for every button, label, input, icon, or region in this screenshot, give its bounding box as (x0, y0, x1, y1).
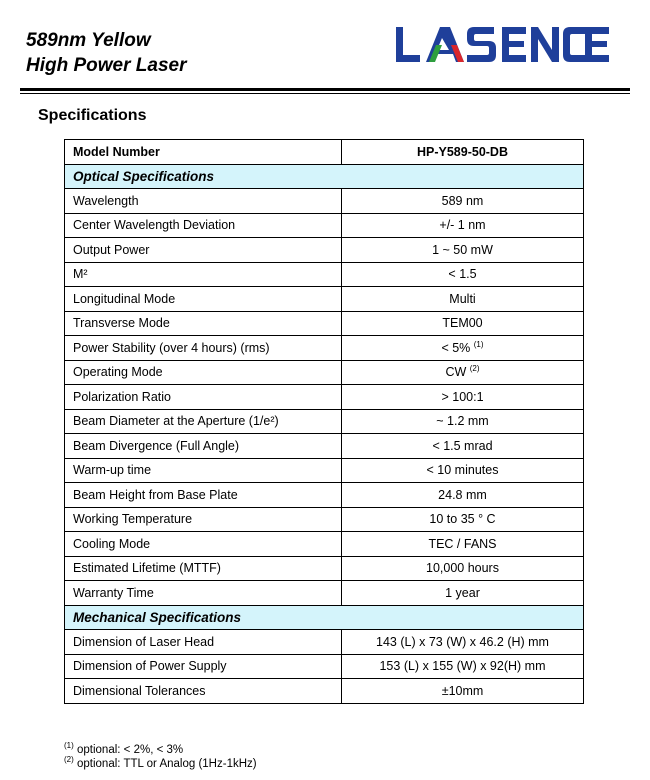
optical-spec-value-text: 10 to 35 ° C (429, 512, 496, 527)
mechanical-spec-label: Dimensional Tolerances (65, 679, 342, 704)
table-row (65, 262, 584, 287)
table-row (65, 336, 584, 361)
table-header-row (65, 140, 584, 165)
optical-spec-value-text: > 100:1 (441, 389, 484, 404)
optical-spec-value (342, 507, 584, 532)
header-rule-thin (20, 93, 630, 94)
optical-spec-value (342, 238, 584, 263)
mechanical-spec-value (342, 654, 584, 679)
optical-spec-value (342, 556, 584, 581)
footnote-2-mark: (2) (64, 755, 74, 764)
optical-spec-label: Working Temperature (65, 507, 342, 532)
footnote-1 (64, 743, 257, 757)
optical-section-title: Optical Specifications (65, 164, 584, 189)
optical-spec-label: Output Power (65, 238, 342, 263)
header-rule-thick (20, 88, 630, 91)
optical-spec-value (342, 458, 584, 483)
model-number-value: HP-Y589-50-DB (342, 140, 584, 165)
table-row (65, 507, 584, 532)
optical-spec-label: Polarization Ratio (65, 385, 342, 410)
optical-spec-value (342, 262, 584, 287)
table-row (65, 409, 584, 434)
mechanical-spec-value-text: 153 (L) x 155 (W) x 92(H) mm (379, 659, 546, 674)
model-number-label: Model Number (65, 140, 342, 165)
table-row (65, 287, 584, 312)
optical-spec-label: Wavelength (65, 189, 342, 214)
document-title (26, 28, 187, 78)
optical-spec-value (342, 532, 584, 557)
optical-spec-value-text: +/- 1 nm (439, 218, 486, 233)
optical-spec-value-text: Multi (449, 291, 476, 306)
table-row (65, 556, 584, 581)
specifications-table (64, 139, 584, 704)
optical-spec-value-text: < 1.5 mrad (432, 438, 493, 453)
optical-spec-value (342, 409, 584, 434)
logo-graphic (394, 23, 606, 67)
optical-spec-label: Power Stability (over 4 hours) (rms) (65, 336, 342, 361)
optical-spec-value (342, 385, 584, 410)
optical-spec-value-text: CW (445, 365, 467, 380)
table-row (65, 654, 584, 679)
table-row (65, 679, 584, 704)
optical-spec-label: Estimated Lifetime (MTTF) (65, 556, 342, 581)
optical-spec-label: Beam Diameter at the Aperture (1/e²) (65, 409, 342, 434)
table-row (65, 630, 584, 655)
optical-spec-value (342, 189, 584, 214)
optical-spec-value-text: < 1.5 (448, 267, 477, 282)
table-row (65, 434, 584, 459)
optical-spec-value-text: < 10 minutes (426, 463, 499, 478)
optical-spec-value (342, 434, 584, 459)
table-row (65, 483, 584, 508)
optical-spec-value-text: 1 ~ 50 mW (432, 242, 493, 257)
optical-spec-value-text: < 5% (441, 340, 471, 355)
specifications-heading: Specifications (38, 107, 147, 124)
title-line-1: 589nm Yellow (26, 30, 151, 51)
optical-spec-label: Operating Mode (65, 360, 342, 385)
optical-spec-value-text: 10,000 hours (426, 561, 499, 576)
optical-spec-value (342, 287, 584, 312)
optical-spec-label: Center Wavelength Deviation (65, 213, 342, 238)
footnote-1-mark: (1) (64, 741, 74, 750)
optical-spec-value (342, 483, 584, 508)
table-row (65, 238, 584, 263)
optical-spec-value-text: 24.8 mm (438, 487, 487, 502)
mechanical-spec-value (342, 630, 584, 655)
optical-spec-value-text: ~ 1.2 mm (436, 414, 489, 429)
optical-spec-label: Warm-up time (65, 458, 342, 483)
mechanical-spec-label: Dimension of Power Supply (65, 654, 342, 679)
optical-spec-value (342, 336, 584, 361)
table-row (65, 532, 584, 557)
optical-spec-value-text: TEM00 (442, 316, 483, 331)
optical-section-row (65, 164, 584, 189)
optical-spec-label: Beam Divergence (Full Angle) (65, 434, 342, 459)
mechanical-spec-label: Dimension of Laser Head (65, 630, 342, 655)
optical-spec-value (342, 213, 584, 238)
optical-spec-label: Beam Height from Base Plate (65, 483, 342, 508)
mechanical-spec-value-text: ±10mm (441, 683, 484, 698)
optical-spec-value-text: TEC / FANS (428, 536, 497, 551)
mechanical-spec-value-text: 143 (L) x 73 (W) x 46.2 (H) mm (376, 634, 549, 649)
optical-spec-footnote-mark: (2) (469, 364, 480, 374)
optical-spec-value (342, 360, 584, 385)
table-row (65, 213, 584, 238)
footnotes (64, 743, 257, 771)
optical-spec-value-text: 1 year (445, 585, 480, 600)
optical-spec-label: Cooling Mode (65, 532, 342, 557)
mechanical-section-title: Mechanical Specifications (65, 605, 584, 630)
optical-spec-value (342, 311, 584, 336)
optical-spec-value-text: 589 nm (441, 193, 484, 208)
table-row (65, 311, 584, 336)
lasence-logo (394, 23, 606, 72)
optical-spec-label: M² (65, 262, 342, 287)
title-line-2: High Power Laser (26, 55, 187, 76)
footnote-2-text: optional: TTL or Analog (1Hz-1kHz) (76, 758, 257, 770)
mechanical-section-row (65, 605, 584, 630)
table-row (65, 189, 584, 214)
table-row (65, 385, 584, 410)
logo-last-letter (584, 23, 610, 67)
optical-spec-label: Warranty Time (65, 581, 342, 606)
footnote-2 (64, 757, 257, 771)
optical-spec-footnote-mark: (1) (473, 339, 484, 349)
footnote-1-text: optional: < 2%, < 3% (76, 744, 184, 756)
optical-spec-label: Longitudinal Mode (65, 287, 342, 312)
table-row (65, 458, 584, 483)
optical-spec-label: Transverse Mode (65, 311, 342, 336)
table-row (65, 360, 584, 385)
table-row (65, 581, 584, 606)
mechanical-spec-value (342, 679, 584, 704)
optical-spec-value (342, 581, 584, 606)
